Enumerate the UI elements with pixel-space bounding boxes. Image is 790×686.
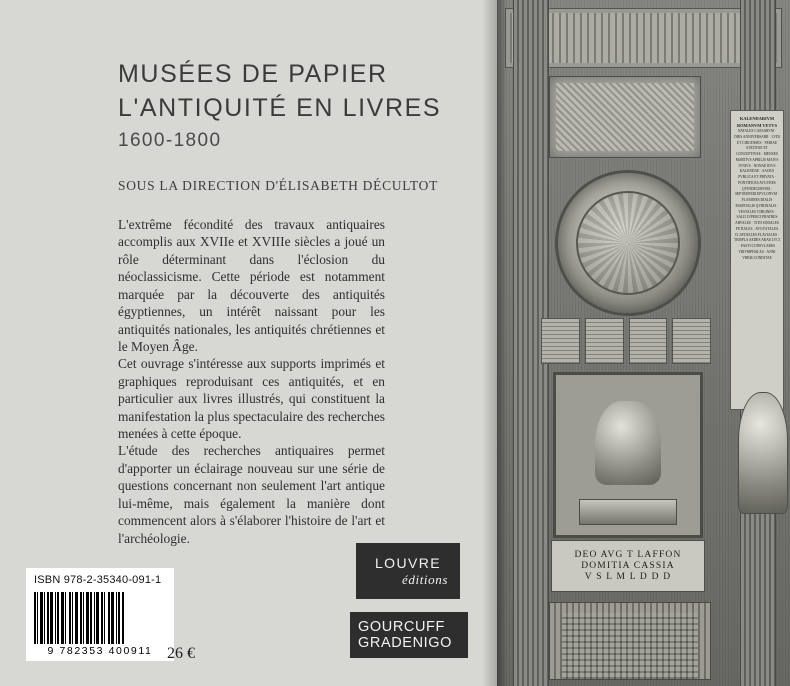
title-block (118, 58, 458, 194)
engraving-base-structure (549, 602, 711, 680)
isbn-barcode-block (26, 568, 174, 661)
top-plate-detail (556, 83, 694, 151)
book-title (118, 58, 458, 126)
engraving-medallion (555, 170, 701, 316)
tablet-3 (629, 318, 668, 364)
book-years: 1600-1800 (118, 129, 222, 151)
publisher-logo-gourcuff-gradenigo (350, 612, 468, 658)
portrait-bust (595, 401, 661, 485)
gourcuff-logo-line1: GOURCUFF (358, 618, 445, 635)
price-label: 26 € (167, 645, 195, 662)
blurb-paragraph-2: Cet ouvrage s'intéresse aux supports imprimés et graphiques reproduisant ces antiquités, et en particulier aux livres illustrés, qui constituent la manifestation la plus spectaculaire des recherches menées à cette époque. (118, 356, 385, 442)
back-cover-blurb (118, 216, 385, 547)
engraving-portrait-bust-frame (553, 372, 703, 538)
inscription-line-1: DEO AVG T LAFFON (574, 550, 682, 560)
engraving-right-bust (738, 392, 788, 514)
isbn-number: ISBN 978-2-35340-091-1 (34, 574, 162, 586)
tablet-1 (541, 318, 580, 364)
engraving-inscription-tablet (551, 540, 705, 592)
engraving-tablet-row (541, 318, 711, 364)
frieze-figures (510, 13, 777, 63)
inscription-line-2: DOMITIA CASSIA (581, 561, 675, 571)
barcode-image (34, 592, 166, 644)
tablet-4 (672, 318, 711, 364)
publisher-logo-louvre (356, 543, 460, 599)
louvre-logo-line2: éditions (402, 571, 448, 587)
front-cover-panel (497, 0, 790, 686)
engraving-text-column (730, 110, 784, 410)
louvre-logo-line1: LOUVRE (375, 554, 441, 571)
gourcuff-logo-line2: GRADENIGO (358, 635, 453, 651)
barcode-digits: 9 782353 400911 (47, 645, 153, 657)
book-title-line1: MUSÉES DE PAPIER (118, 60, 388, 88)
book-editor-credit: SOUS LA DIRECTION D'ÉLISABETH DÉCULTOT (118, 177, 439, 193)
engraving-top-plate (549, 76, 701, 158)
book-title-line2: L'ANTIQUITÉ EN LIVRES (118, 93, 442, 122)
portrait-bust-pedestal (579, 499, 677, 525)
blurb-paragraph-1: L'extrême fécondité des travaux antiquaires accomplis aux XVIIe et XVIIIe siècles a joué un rôle déterminant dans l'éclosion du néoclassicisme. Cette période est notamment marquée par la découverte des antiquités égyptiennes, un intérêt naissant pour les antiquités nationales, les antiquités chrétiennes et le Moyen Âge. (118, 217, 385, 354)
blurb-paragraph-3: L'étude des recherches antiquaires permet d'apporter un éclairage nouveau sur une série de questions concernant non seulement l'art antique lui-même, mais également la manière dont commencent alors à s'élaborer l'histoire de l'art et l'archéologie. (118, 443, 385, 546)
column-body-text: NATALES CAESARVM · DIES ANNIVERSARII · LVDI ET CIRCENSES · FERIAE STATIVAE ET CONCEPTIVAE · MENSES MARTIVS APRILIS MAIVS IVNIVS · NONAE IDVS KALENDAE · SACRA PVBLICA ET PRIVATA · PONTIFICES AVGVRES QVINDECIMVIRI · SEPTEMVIRI EPVLONVM · FLAMINES DIALIS MARTIALIS QVIRINALIS · VESTALES VIRGINES · SALII LVPERCI FRATRES ARVALES · TITII SODALES FETIALES · AVGVSTALES CLAVDIALES FLAVIALES · TEMPLA AEDES ARAE LVCI · FASTI CONSVLARES TRIVMPHALES · ANNI VRBIS CONDITAE (734, 129, 780, 260)
column-heading: KALENDARIVM (739, 116, 775, 121)
tablet-2 (585, 318, 624, 364)
column-subheading: ROMANVM VETVS (736, 123, 778, 129)
inscription-line-3: V S L M L D D D (584, 572, 672, 582)
